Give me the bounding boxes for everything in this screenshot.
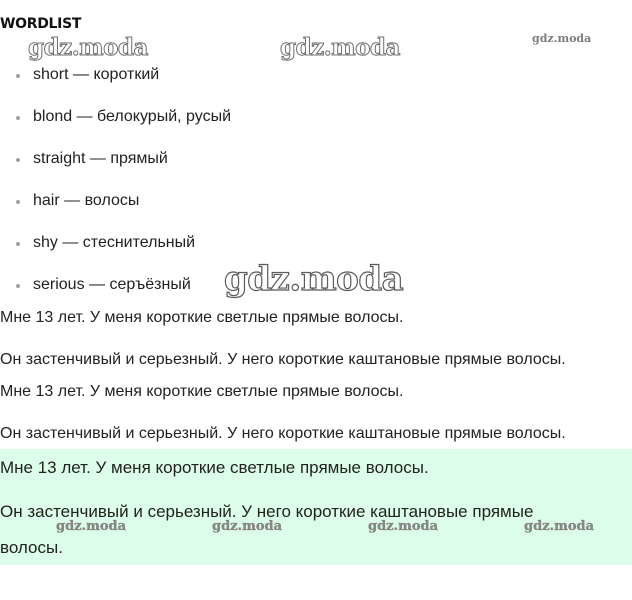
paragraph-age: Мне 13 лет. У меня короткие светлые прямые волосы.: [0, 309, 404, 326]
watermark: gdz.moda: [532, 32, 592, 45]
answer-paragraph-age: Мне 13 лет. У меня короткие светлые прямые волосы.: [0, 458, 429, 477]
bullet-icon: [16, 74, 20, 78]
watermark: gdz.moda: [224, 259, 404, 299]
paragraph-description: Он застенчивый и серьезный. У него короткие каштановые прямые волосы.: [0, 425, 566, 442]
highlighted-answer-box: [0, 449, 632, 565]
bullet-icon: [16, 116, 20, 120]
bullet-icon: [16, 158, 20, 162]
paragraph-description: Он застенчивый и серьезный. У него короткие каштановые прямые волосы.: [0, 351, 566, 368]
bullet-icon: [16, 200, 20, 204]
answer-paragraph-description: Он застенчивый и серьезный. У него короткие каштановые прямые волосы.: [0, 502, 534, 557]
watermark: gdz.moda: [368, 519, 439, 534]
watermark: gdz.moda: [56, 519, 127, 534]
watermark: gdz.moda: [524, 519, 595, 534]
watermark: gdz.moda: [28, 34, 148, 61]
bullet-icon: [16, 284, 20, 288]
watermark: gdz.moda: [212, 519, 283, 534]
bullet-icon: [16, 242, 20, 246]
heading: WORDLIST: [0, 16, 82, 32]
watermark: gdz.moda: [280, 34, 400, 61]
paragraph-age: Мне 13 лет. У меня короткие светлые прямые волосы.: [0, 383, 404, 400]
